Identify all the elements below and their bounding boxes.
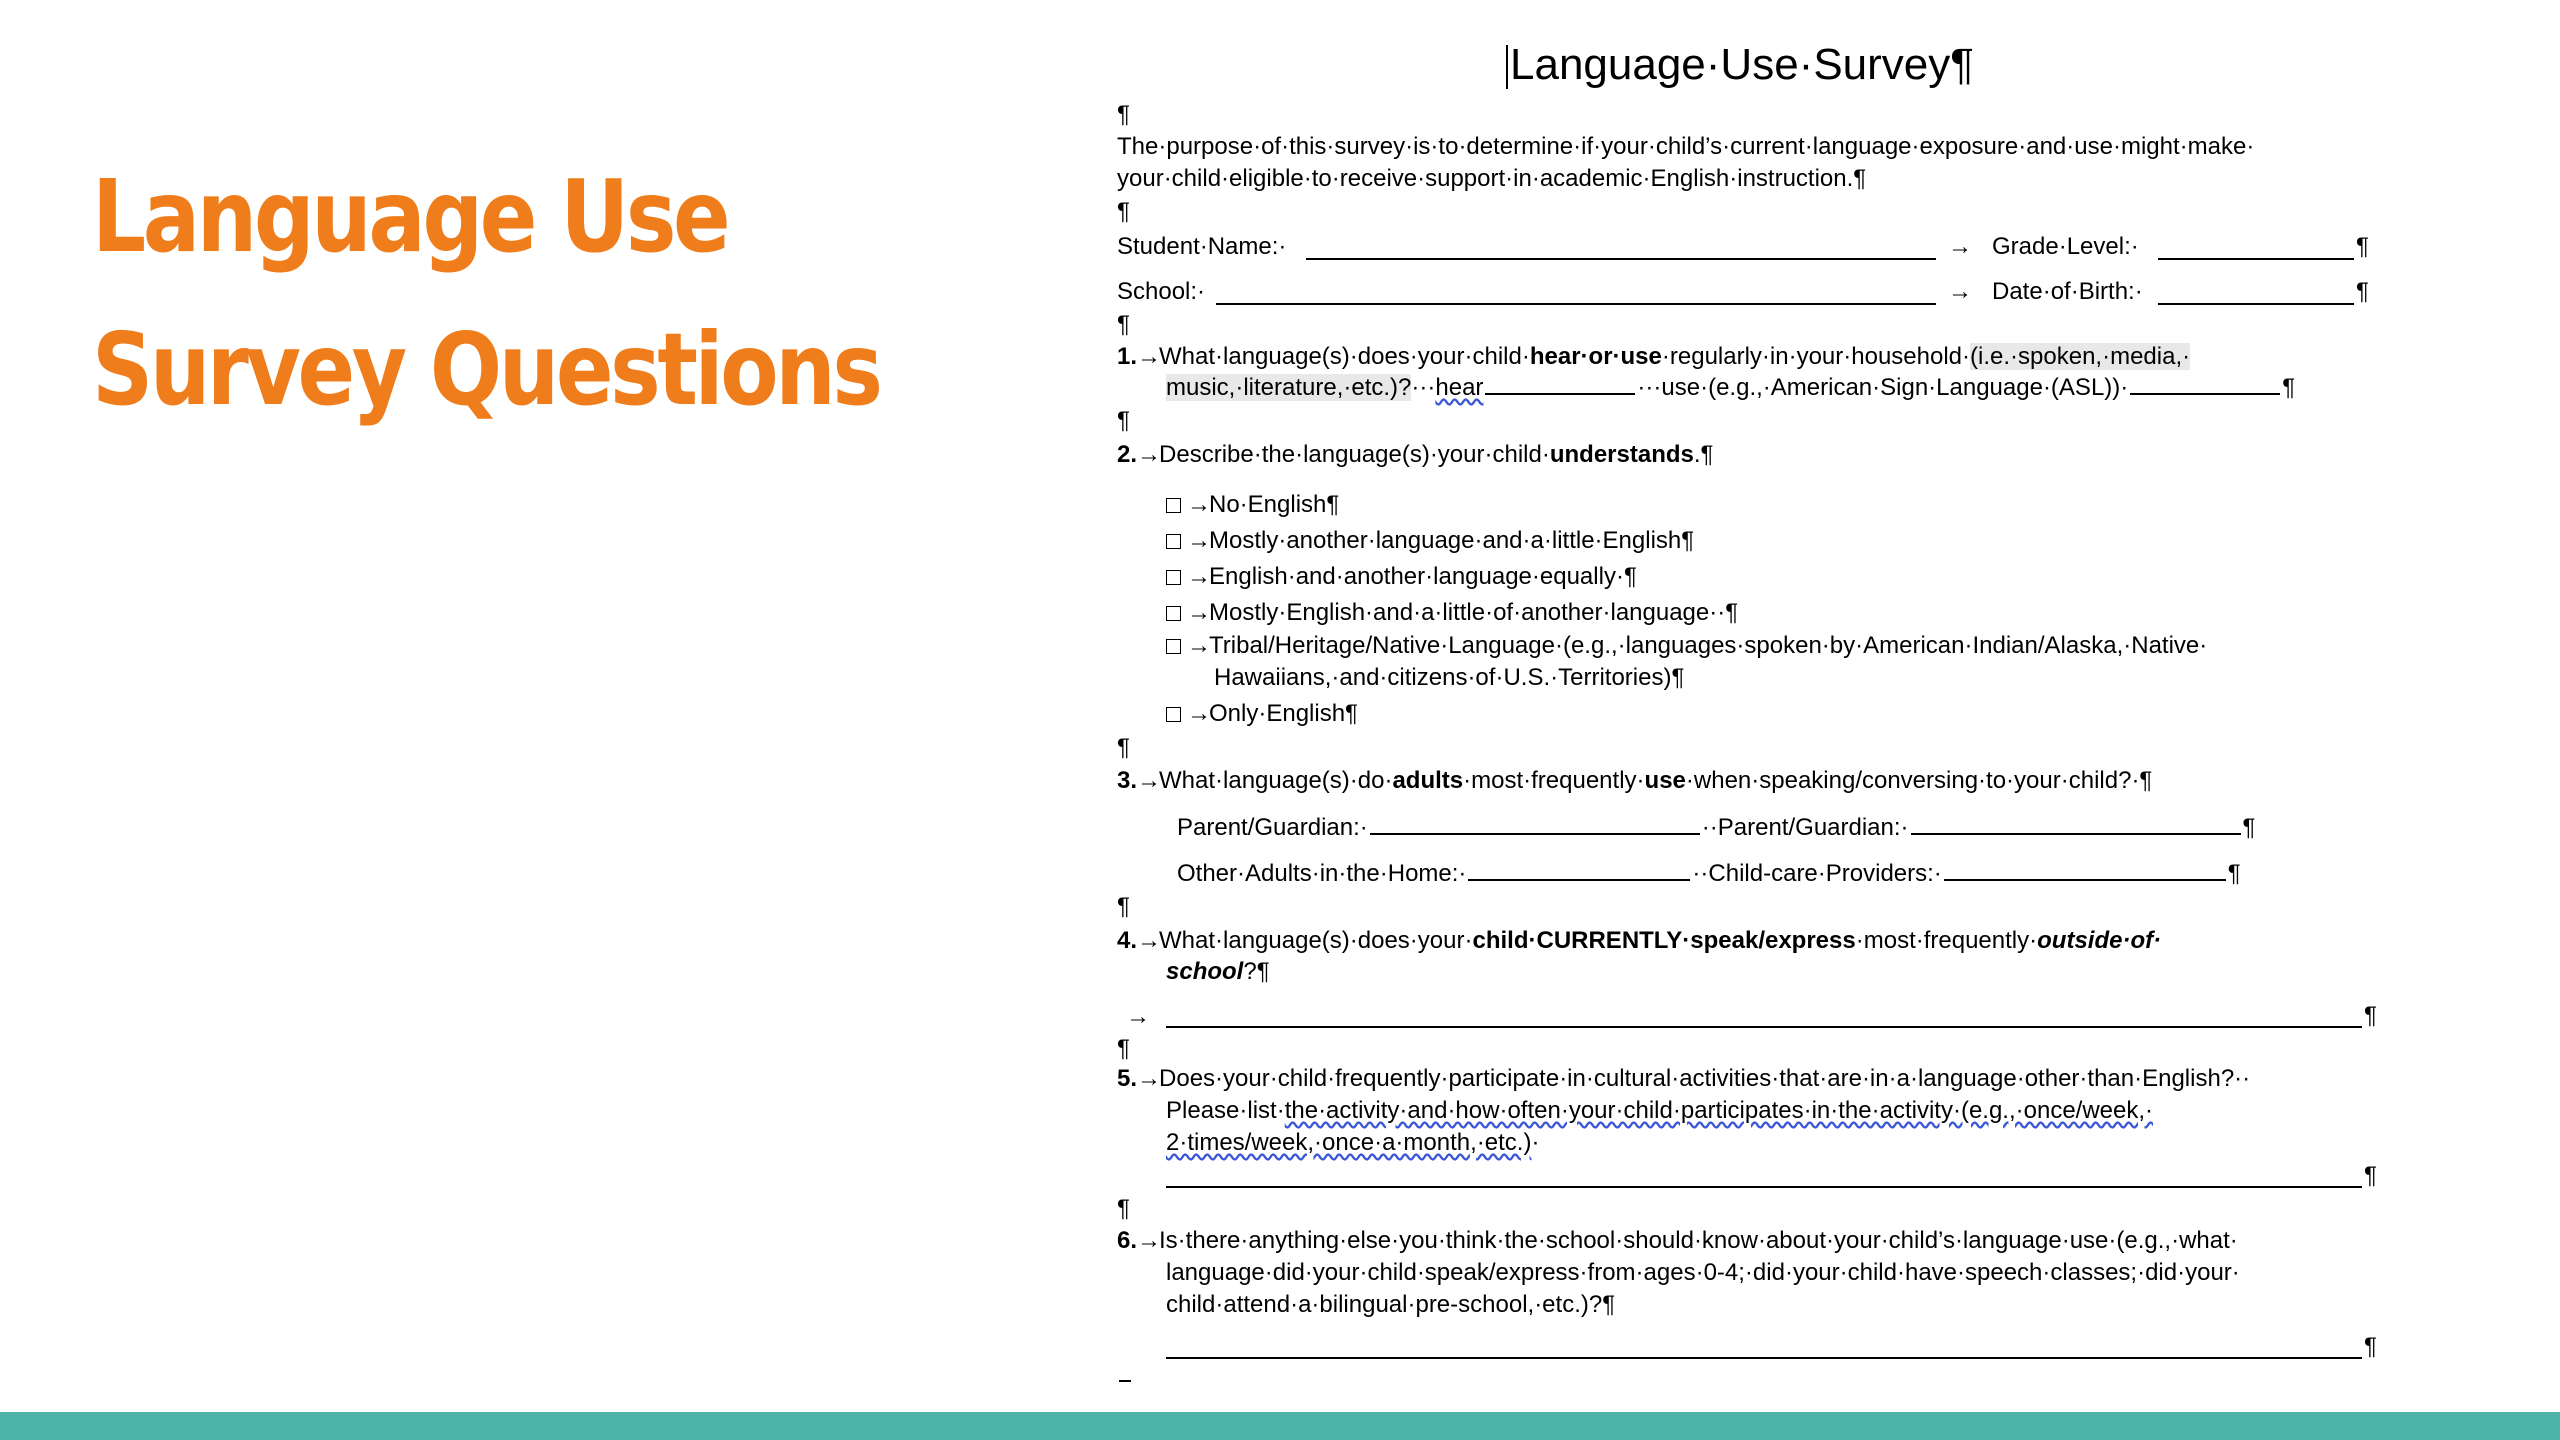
document-title: Language·Use·Survey¶ xyxy=(1506,40,1974,90)
parent-guardian-1-field[interactable] xyxy=(1370,831,1700,835)
checkbox[interactable] xyxy=(1166,707,1181,722)
question-4-answer-field[interactable] xyxy=(1166,1026,2362,1028)
text-cursor xyxy=(1506,45,1508,89)
checkbox[interactable] xyxy=(1166,606,1181,621)
empty-paragraph: ¶ xyxy=(1117,1195,1130,1222)
question-5: 5.→Does·your·child·frequently·participate·in·cultural·activities·that·are·in·a·language·other·than·English?·· xyxy=(1117,1065,2251,1092)
pilcrow-mark: ¶ xyxy=(2356,278,2369,305)
checkbox[interactable] xyxy=(1166,534,1181,549)
question-6-line-2: language·did·your·child·speak/express·from·ages·0-4;·did·your·child·have·speech·classes;·did·your· xyxy=(1166,1259,2240,1286)
hear-field[interactable] xyxy=(1485,391,1635,395)
question-4: 4.→What·language(s)·does·your·child·CURRENTLY·speak/express·most·frequently·outside·of· xyxy=(1117,927,2162,954)
empty-paragraph: ¶ xyxy=(1117,893,1130,920)
empty-paragraph: ¶ xyxy=(1117,311,1130,338)
tab-arrow: → xyxy=(1948,233,1972,260)
slide-title-line-2: Survey Questions xyxy=(92,311,880,428)
page-edge-mark xyxy=(1119,1380,1131,1382)
option-no-english[interactable]: →No·English¶ xyxy=(1166,490,1339,520)
other-adults-field[interactable] xyxy=(1468,877,1690,881)
option-only-english[interactable]: →Only·English¶ xyxy=(1166,699,1358,729)
empty-paragraph: ¶ xyxy=(1117,734,1130,761)
question-3: 3.→What·language(s)·do·adults·most·frequently·use·when·speaking/conversing·to·your·child?·¶ xyxy=(1117,767,2153,794)
question-4-line-2: school?¶ xyxy=(1166,958,1270,985)
question-5-line-3: 2·times/week,·once·a·month,·etc.)· xyxy=(1166,1129,1540,1156)
survey-document xyxy=(1110,40,2430,1420)
empty-paragraph: ¶ xyxy=(1117,1035,1130,1062)
question-2: 2.→Describe·the·language(s)·your·child·understands.¶ xyxy=(1117,441,1714,468)
child-care-field[interactable] xyxy=(1944,877,2226,881)
purpose-line-2: your·child·eligible·to·receive·support·in·academic·English·instruction.¶ xyxy=(1117,165,1867,192)
question-6-answer-field[interactable] xyxy=(1166,1357,2362,1359)
student-name-field[interactable] xyxy=(1306,258,1936,260)
question-number: 2. xyxy=(1117,441,1138,468)
tab-arrow: → xyxy=(1126,1003,1150,1030)
tab-arrow: → xyxy=(1948,278,1972,305)
other-adults: Other·Adults·in·the·Home:· ··Child-care·Providers:· ¶ xyxy=(1177,860,2241,887)
checkbox[interactable] xyxy=(1166,639,1181,654)
grade-level-label: Grade·Level:· xyxy=(1992,233,2139,260)
school-label: School:· xyxy=(1117,278,1206,305)
bottom-accent-bar xyxy=(0,1412,2560,1440)
option-mostly-english[interactable]: →Mostly·English·and·a·little·of·another·language··¶ xyxy=(1166,598,1738,628)
pilcrow-mark: ¶ xyxy=(2356,233,2369,260)
option-tribal-heritage[interactable]: →Tribal/Heritage/Native·Language·(e.g.,·languages·spoken·by·American·Indian/Alaska,·Native· xyxy=(1166,631,2207,661)
slide-title-line-1: Language Use xyxy=(92,158,728,275)
parent-guardian-2-field[interactable] xyxy=(1911,831,2241,835)
date-of-birth-label: Date·of·Birth:· xyxy=(1992,278,2143,305)
use-field[interactable] xyxy=(2130,391,2280,395)
pilcrow-mark: ¶ xyxy=(2364,1333,2377,1360)
question-number: 4. xyxy=(1117,927,1138,954)
checkbox[interactable] xyxy=(1166,498,1181,513)
slide-title xyxy=(92,140,880,446)
question-number: 5. xyxy=(1117,1065,1138,1092)
question-number: 6. xyxy=(1117,1227,1138,1254)
school-field[interactable] xyxy=(1216,303,1936,305)
empty-paragraph: ¶ xyxy=(1117,407,1130,434)
purpose-line-1: The·purpose·of·this·survey·is·to·determine·if·your·child’s·current·language·exposure·and·use·might·make· xyxy=(1117,133,2255,160)
question-number: 1. xyxy=(1117,343,1138,370)
question-1-line-2: music,·literature,·etc.)?···hear ···use·(e.g.,·American·Sign·Language·(ASL))· ¶ xyxy=(1166,374,2296,401)
empty-paragraph: ¶ xyxy=(1117,101,1130,128)
question-5-line-2: Please·list·the·activity·and·how·often·your·child·participates·in·the·activity·(e.g.,·once/week,· xyxy=(1166,1097,2154,1124)
parent-guardian-1: Parent/Guardian:· ··Parent/Guardian:· ¶ xyxy=(1177,814,2256,841)
question-5-answer-field[interactable] xyxy=(1166,1186,2362,1188)
option-equally[interactable]: →English·and·another·language·equally·¶ xyxy=(1166,562,1637,592)
question-6: 6.→Is·there·anything·else·you·think·the·school·should·know·about·your·child’s·language·use·(e.g.,·what· xyxy=(1117,1227,2238,1254)
option-mostly-another[interactable]: →Mostly·another·language·and·a·little·English¶ xyxy=(1166,526,1694,556)
date-of-birth-field[interactable] xyxy=(2158,303,2354,305)
empty-paragraph: ¶ xyxy=(1117,198,1130,225)
checkbox[interactable] xyxy=(1166,570,1181,585)
question-6-line-3: child·attend·a·bilingual·pre-school,·etc.)?¶ xyxy=(1166,1291,1616,1318)
question-1: 1.→What·language(s)·does·your·child·hear·or·use·regularly·in·your·household·(i.e.·spoken,·media,· xyxy=(1117,343,2191,370)
grade-level-field[interactable] xyxy=(2158,258,2354,260)
pilcrow-mark: ¶ xyxy=(2364,1002,2377,1029)
pilcrow-mark: ¶ xyxy=(2364,1162,2377,1189)
option-tribal-heritage-cont: Hawaiians,·and·citizens·of·U.S.·Territories)¶ xyxy=(1214,664,1685,691)
student-name-label: Student·Name:· xyxy=(1117,233,1287,260)
question-number: 3. xyxy=(1117,767,1138,794)
